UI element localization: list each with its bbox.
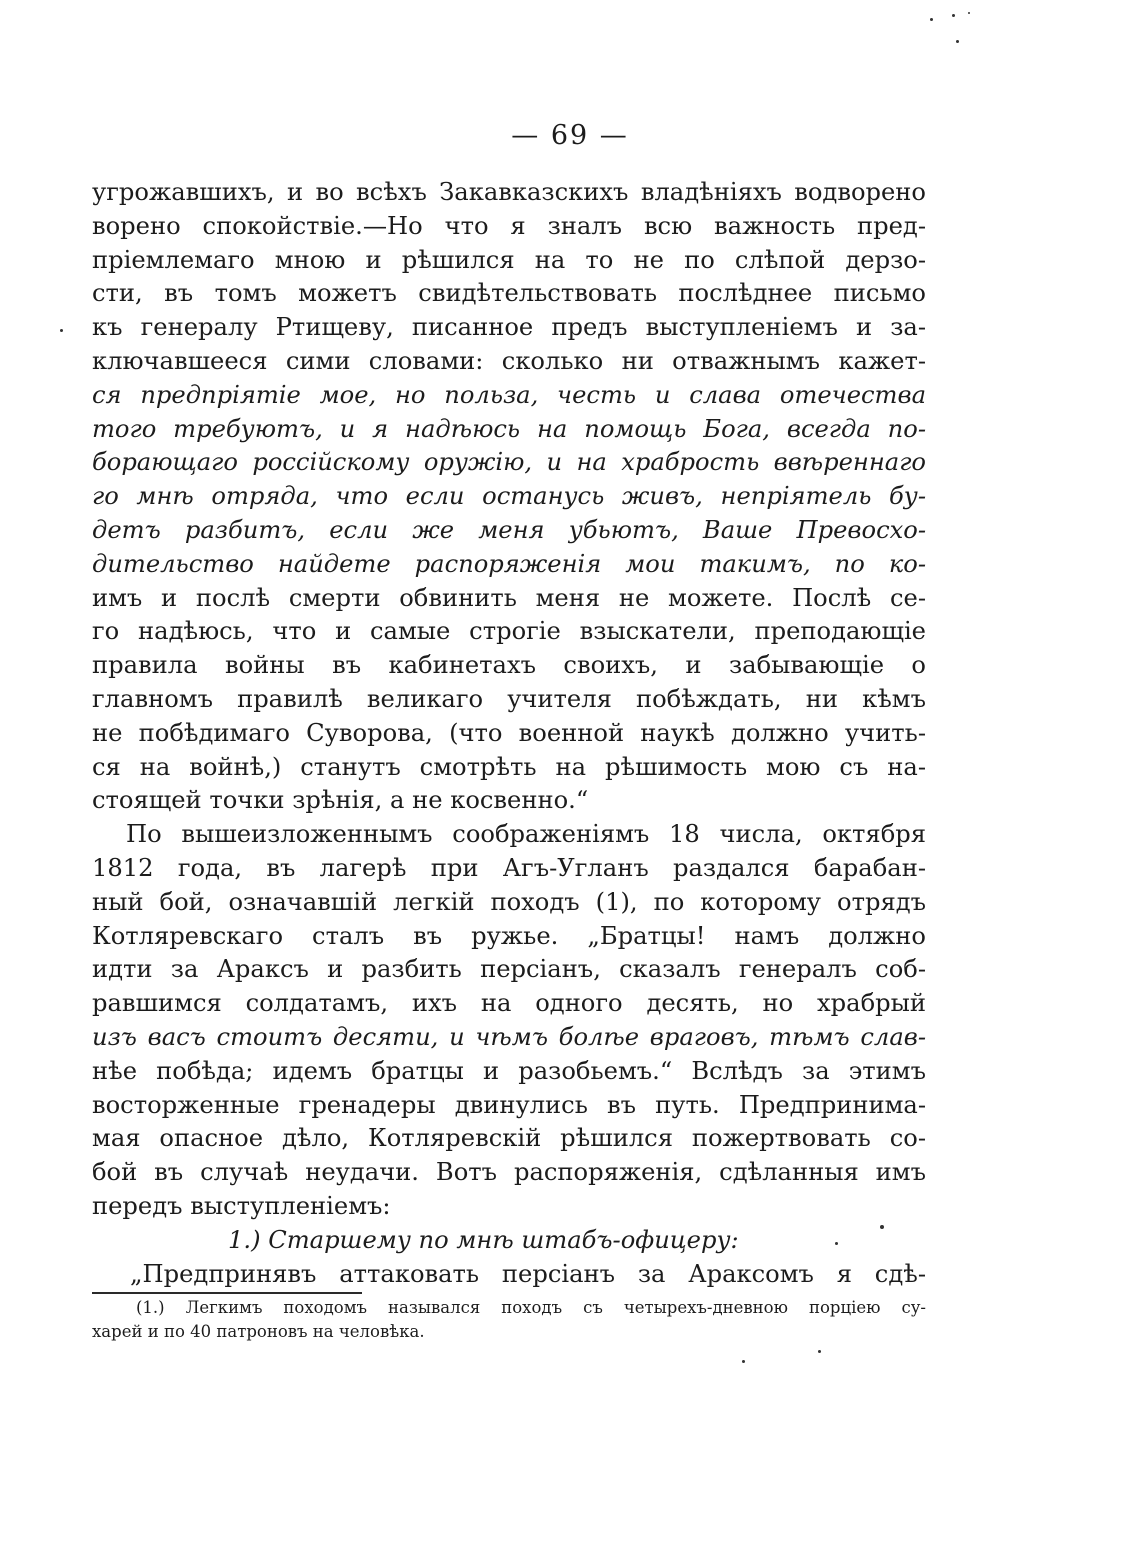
text-line: ся предпріятіе мое, но польза, честь и слава отечества — [92, 380, 926, 409]
scan-speck — [930, 18, 933, 21]
text-line: изъ васъ стоитъ десяти, и чѣмъ болѣе враговъ, тѣмъ слав- — [92, 1022, 926, 1051]
text-line: дительство найдете распоряженія мои такимъ, по ко- — [92, 549, 926, 578]
text-line: идти за Араксъ и разбить персіанъ, сказалъ генералъ соб- — [92, 955, 926, 984]
text-line: бой въ случаѣ неудачи. Вотъ распоряженія, сдѣланныя имъ — [92, 1158, 926, 1187]
scan-speck — [880, 1225, 884, 1229]
text-line: къ генералу Ртищеву, писанное предъ выступленіемъ и за- — [92, 313, 926, 342]
text-line: угрожавшихъ, и во всѣхъ Закавказскихъ владѣніяхъ водворено — [92, 178, 926, 206]
text-line: 1.) Старшему по мнѣ штабъ-офицеру: — [228, 1225, 739, 1254]
text-line: передъ выступленіемъ: — [92, 1191, 391, 1220]
text-line: восторженные гренадеры двинулись въ путь. Предпринима- — [92, 1090, 926, 1119]
body-text — [92, 176, 926, 1291]
scan-speck — [956, 40, 959, 43]
text-line: стоящей точки зрѣнія, а не косвенно.“ — [92, 786, 589, 815]
page-number: — 69 — — [511, 120, 629, 151]
scan-speck — [952, 14, 955, 17]
text-line: мая опасное дѣло, Котляревскій рѣшился пожертвовать со- — [92, 1124, 926, 1153]
text-line: нѣе побѣда; идемъ братцы и разобьемъ.“ Вслѣдъ за этимъ — [92, 1056, 926, 1085]
text-line: го мнѣ отряда, что если останусь живъ, непріятель бу- — [92, 482, 926, 511]
text-line: Котляревскаго сталъ въ ружье. „Братцы! намъ должно — [92, 921, 926, 950]
text-line: сти, въ томъ можетъ свидѣтельствовать послѣднее письмо — [92, 279, 926, 308]
text-line: равшимся солдатамъ, ихъ на одного десять, но храбрый — [92, 989, 926, 1018]
text-line: того требуютъ, и я надѣюсь на помощь Бога, всегда по- — [92, 414, 926, 443]
scan-speck — [835, 1242, 838, 1245]
text-line: го надѣюсь, что и самые строгіе взыскатели, преподающіе — [92, 617, 926, 646]
scan-speck — [818, 1350, 821, 1353]
text-line: имъ и послѣ смерти обвинить меня не можете. Послѣ се- — [92, 583, 926, 612]
text-line: ключавшееся сими словами: сколько ни отважнымъ кажет- — [92, 346, 926, 375]
text-line: борающаго россійскому оружію, и на храбрость ввѣреннаго — [92, 448, 926, 477]
text-line: ворено спокойствіе.—Но что я зналъ всю важность пред- — [92, 211, 926, 240]
footnote-line: (1.) Легкимъ походомъ назывался походъ съ четырехъ-дневною порціею су- — [136, 1298, 926, 1317]
footnote — [92, 1296, 926, 1344]
footnote-rule — [92, 1292, 362, 1294]
text-line: 1812 года, въ лагерѣ при Агъ-Угланъ раздался барабан- — [92, 853, 926, 882]
text-line: детъ разбитъ, если же меня убьютъ, Ваше Превосхо- — [92, 515, 926, 544]
footnote-line: харей и по 40 патроновъ на человѣка. — [92, 1322, 425, 1341]
text-line: ся на войнѣ,) станутъ смотрѣть на рѣшимость мою съ на- — [92, 752, 926, 781]
scan-speck — [60, 329, 63, 332]
text-line: „Предпринявъ аттаковать персіанъ за Араксомъ я сдѣ- — [130, 1259, 926, 1288]
text-line: пріемлемаго мною и рѣшился на то не по слѣпой дерзо- — [92, 245, 926, 274]
text-line: ный бой, означавшій легкій походъ (1), по которому отрядъ — [92, 887, 926, 916]
scan-speck — [968, 12, 970, 14]
text-line: главномъ правилѣ великаго учителя побѣждать, ни кѣмъ — [92, 684, 926, 713]
text-line: правила войны въ кабинетахъ своихъ, и забывающіе о — [92, 651, 926, 680]
text-line: По вышеизложеннымъ соображеніямъ 18 числа, октября — [126, 820, 926, 849]
scan-speck — [742, 1360, 745, 1363]
text-line: не побѣдимаго Суворова, (что военной наукѣ должно учить- — [92, 718, 926, 747]
